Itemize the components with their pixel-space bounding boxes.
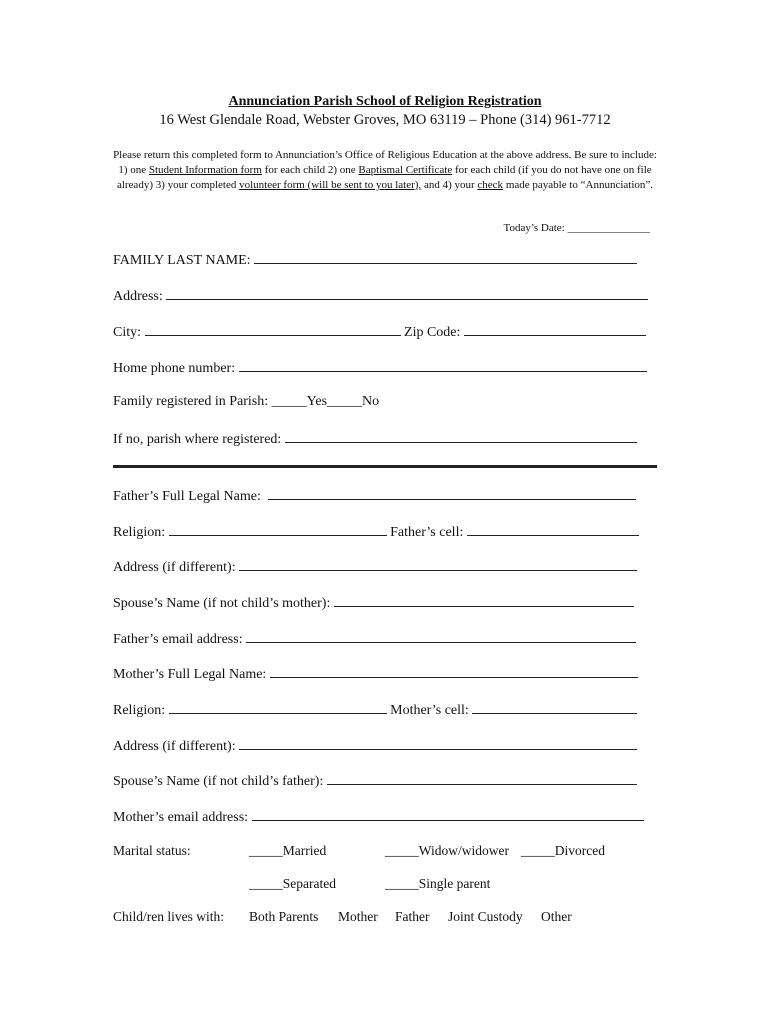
parish-where-row [113, 430, 637, 448]
instructions-text-3: for each child (if you do not have one on file already) 3) your completed [116, 164, 652, 191]
mother-spouse-row [113, 772, 637, 790]
mother-religion-field[interactable] [169, 701, 387, 714]
lives-with-label: Child/ren lives with: [113, 909, 224, 924]
father-spouse-field[interactable] [334, 594, 634, 607]
instructions-text-4: and 4) your [421, 179, 478, 191]
mother-address-row [113, 737, 637, 755]
zip-field[interactable] [464, 323, 646, 336]
home-phone-row [113, 359, 647, 377]
city-zip-row [113, 323, 646, 341]
father-address-field[interactable] [239, 558, 637, 571]
todays-date-field[interactable]: Today’s Date: _______________ [503, 222, 650, 234]
marital-widow-option[interactable]: _____Widow/widower [385, 843, 509, 858]
instructions [110, 148, 660, 193]
father-cell-field[interactable] [467, 523, 639, 536]
mother-address-field[interactable] [239, 737, 637, 750]
father-cell-label: Father’s cell: [390, 525, 464, 540]
mother-religion-label: Religion: [113, 703, 166, 718]
city-field[interactable] [145, 323, 401, 336]
instructions-text-1: Please return this completed form to Annunciation’s Office of Religious Education at the above address. Be sure to include: 1) one [113, 149, 657, 176]
address-field[interactable] [166, 287, 648, 300]
home-phone-label: Home phone number: [113, 361, 236, 376]
father-name-label: Father’s Full Legal Name: [113, 489, 261, 504]
family-last-name-row [113, 251, 637, 269]
lives-with-mother-option[interactable]: Mother [338, 909, 378, 924]
section-divider [113, 465, 657, 468]
marital-divorced-option[interactable]: _____Divorced [521, 843, 605, 858]
father-religion-field[interactable] [169, 523, 387, 536]
registered-no-option[interactable]: _____No [327, 394, 380, 409]
lives-with-other-option[interactable]: Other [541, 909, 572, 924]
family-last-name-field[interactable] [254, 251, 637, 264]
father-spouse-label: Spouse’s Name (if not child’s mother): [113, 596, 331, 611]
father-religion-row [113, 523, 639, 541]
father-email-row [113, 630, 636, 648]
lives-with-joint-option[interactable]: Joint Custody [448, 909, 523, 924]
check-ref: check [477, 179, 504, 191]
registered-row [113, 394, 379, 410]
mother-address-label: Address (if different): [113, 739, 236, 754]
mother-spouse-label: Spouse’s Name (if not child’s father): [113, 774, 324, 789]
mother-name-row [113, 665, 638, 683]
father-name-field[interactable] [268, 487, 636, 500]
parish-where-label: If no, parish where registered: [113, 432, 282, 447]
volunteer-form-ref: volunteer form (will be sent to you later), [239, 179, 422, 191]
baptismal-certificate-ref: Baptismal Certificate [358, 164, 453, 176]
mother-name-label: Mother’s Full Legal Name: [113, 667, 267, 682]
family-last-name-label: FAMILY LAST NAME: [113, 253, 251, 268]
father-name-row [113, 487, 636, 505]
mother-email-field[interactable] [252, 808, 644, 821]
home-phone-field[interactable] [239, 359, 647, 372]
zip-label: Zip Code: [404, 325, 461, 340]
instructions-text-5: made payable to “Annunciation”. [503, 179, 654, 191]
father-spouse-row [113, 594, 634, 612]
instructions-text-2: for each child 2) one [261, 164, 359, 176]
mother-email-label: Mother’s email address: [113, 810, 249, 825]
city-label: City: [113, 325, 142, 340]
page-title: Annunciation Parish School of Religion Registration [228, 94, 542, 109]
address-label: Address: [113, 289, 163, 304]
father-address-label: Address (if different): [113, 560, 236, 575]
registered-label: Family registered in Parish: [113, 394, 269, 409]
mother-cell-label: Mother’s cell: [390, 703, 469, 718]
mother-spouse-field[interactable] [327, 772, 637, 785]
mother-religion-row [113, 701, 637, 719]
mother-email-row [113, 808, 644, 826]
marital-married-option[interactable]: _____Married [249, 843, 327, 858]
student-info-form-ref: Student Information form [148, 164, 262, 176]
mother-name-field[interactable] [270, 665, 638, 678]
marital-status-label: Marital status: [113, 843, 191, 858]
parish-where-field[interactable] [285, 430, 637, 443]
father-address-row [113, 558, 637, 576]
address-row [113, 287, 648, 305]
lives-with-both-option[interactable]: Both Parents [249, 909, 319, 924]
father-email-field[interactable] [246, 630, 636, 643]
father-email-label: Father’s email address: [113, 632, 243, 647]
mother-cell-field[interactable] [472, 701, 637, 714]
father-religion-label: Religion: [113, 525, 166, 540]
parish-address: 16 West Glendale Road, Webster Groves, MO 63119 – Phone (314) 961-7712 [159, 112, 611, 128]
lives-with-father-option[interactable]: Father [395, 909, 430, 924]
marital-separated-option[interactable]: _____Separated [249, 876, 336, 891]
marital-single-option[interactable]: _____Single parent [385, 876, 491, 891]
registered-yes-option[interactable]: _____Yes [271, 394, 328, 409]
